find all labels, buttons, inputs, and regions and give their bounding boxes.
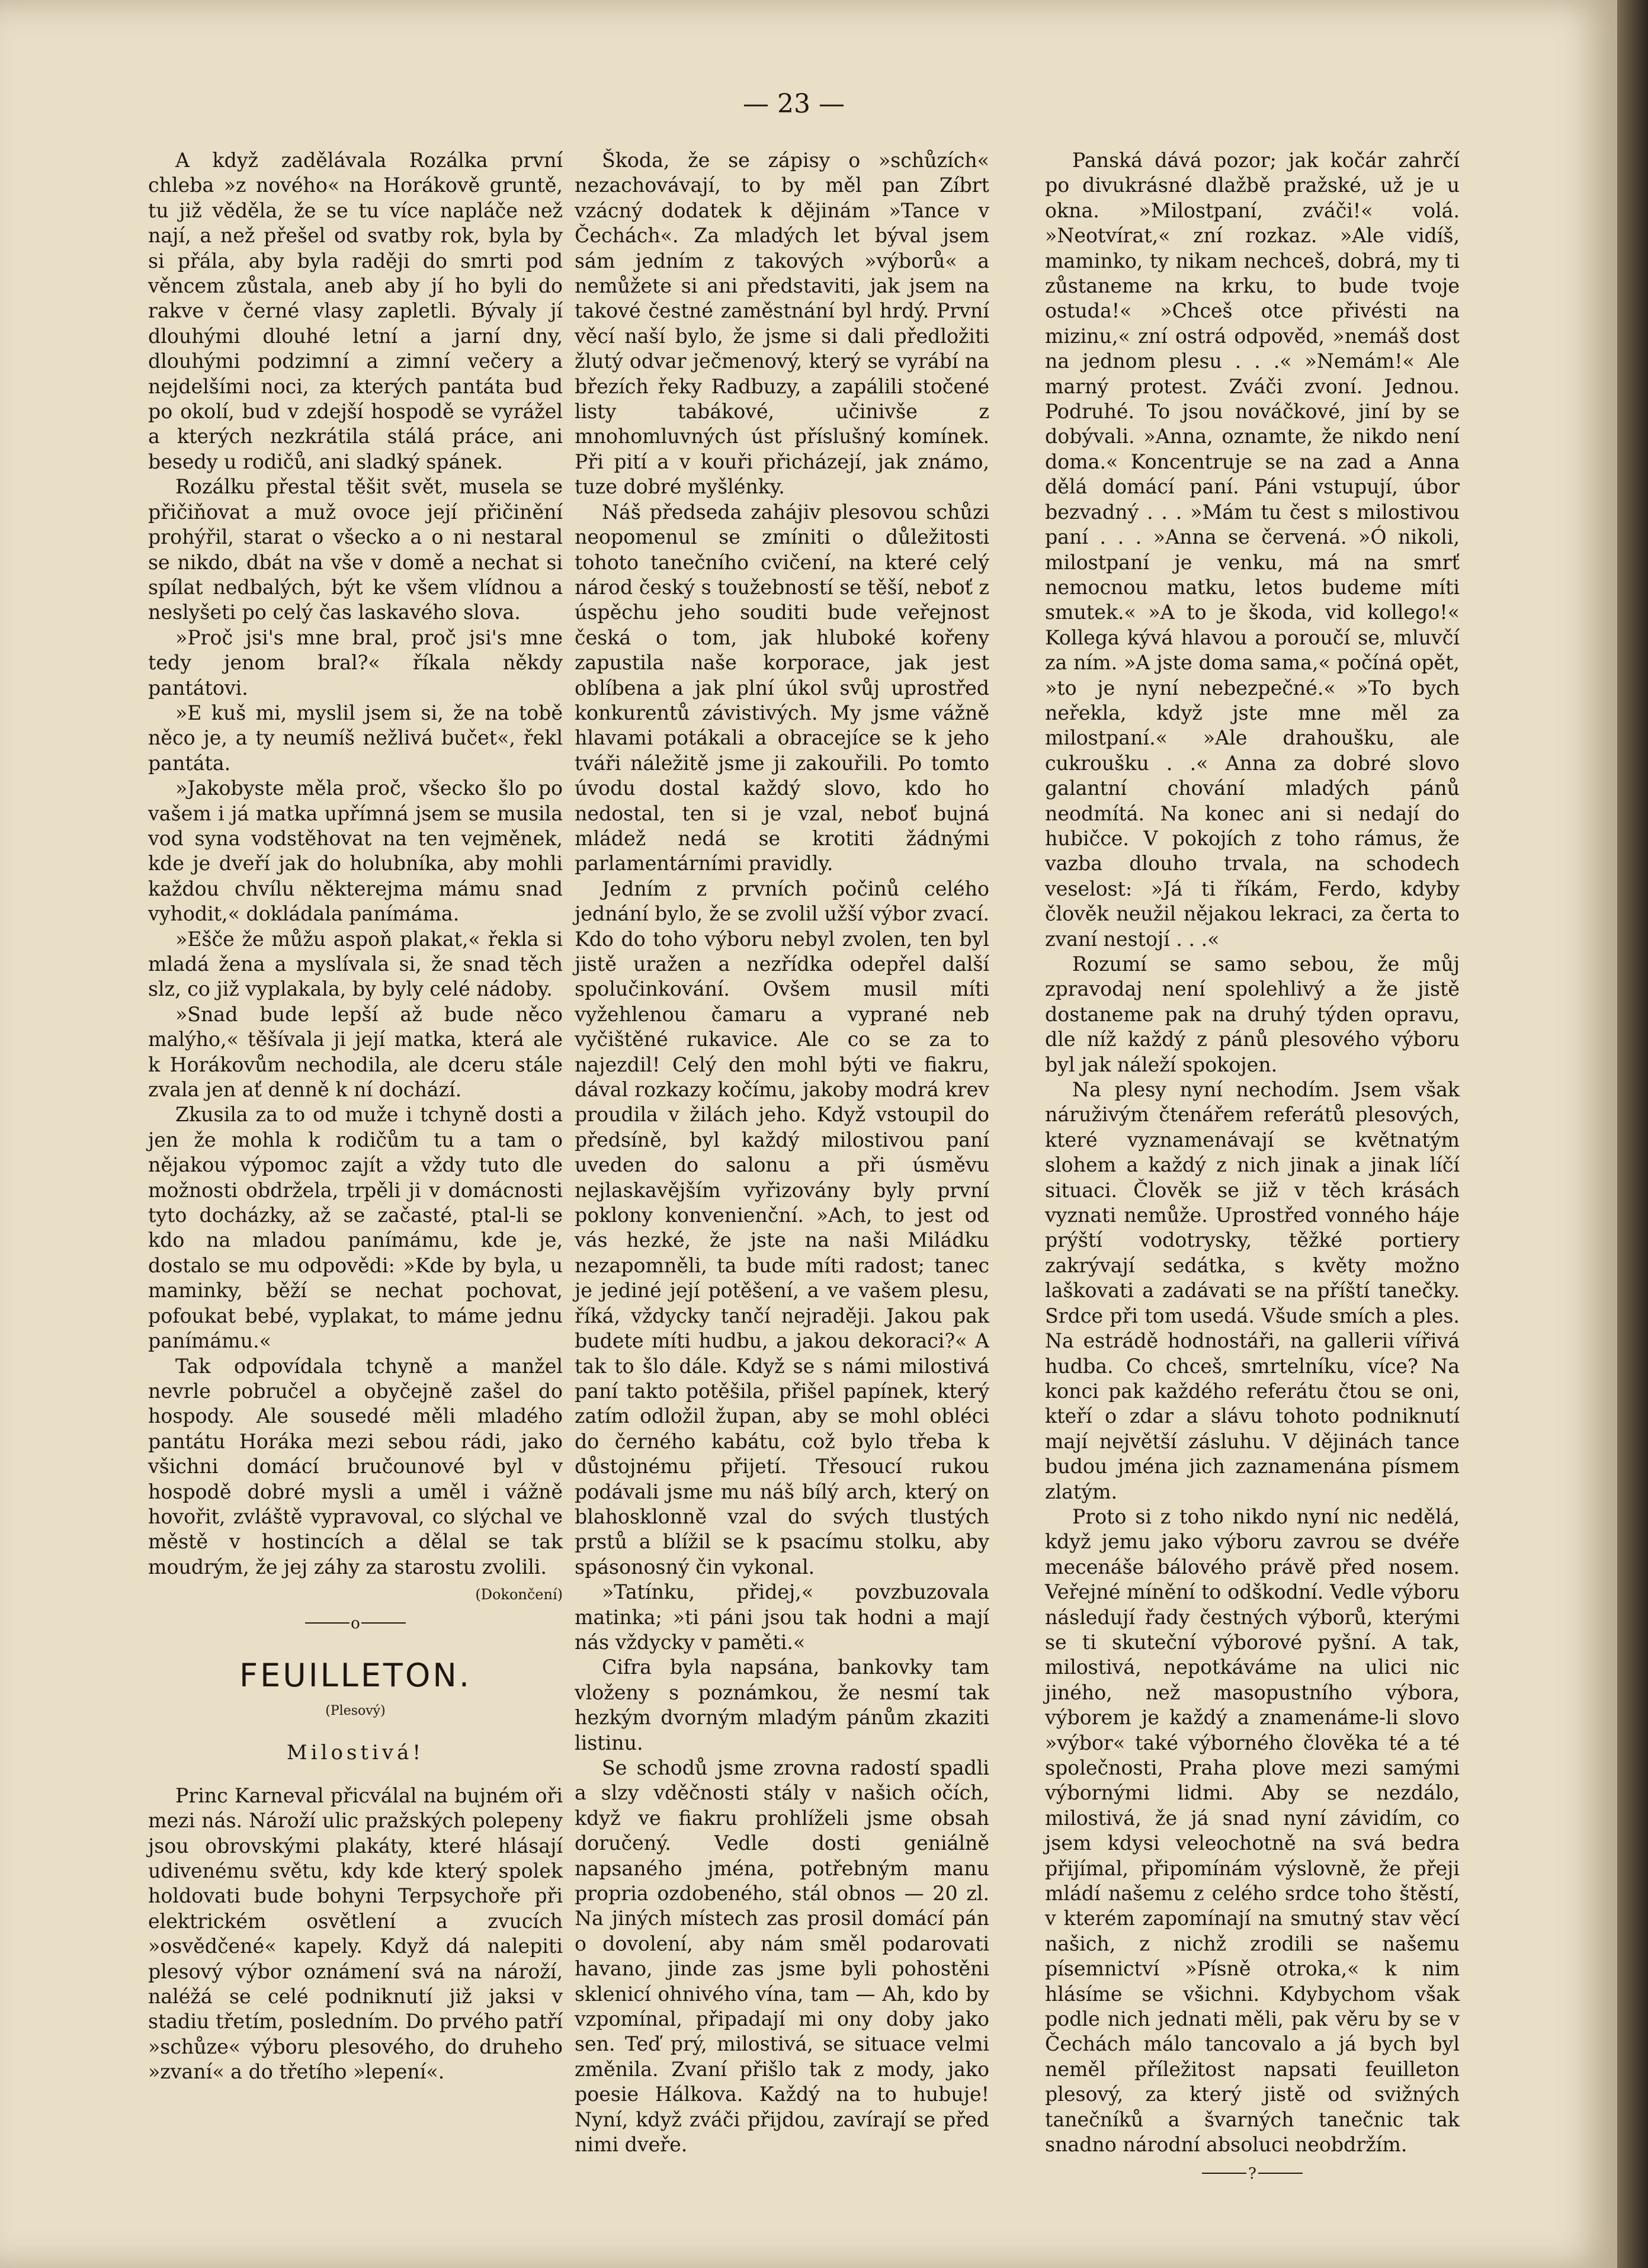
paragraph: Jedním z prvních počinů celého jednání bylo, že se zvolil užší výbor zvací. Kdo do toho výboru nebyl zvolen, ten byl jistě uražen a nezřídka odepřel další spolučinkování. Ovšem musil míti vyžehlenou čamaru a vyprané neb vyčištěné rukavice. Ale co se za to najezdil! Celý den mohl býti ve fiakru, dával rozkazy kočímu, jakoby modrá krev proudila v žilách jeho. Když vstoupil do předsíně, byl každý milostivou paní uveden do salonu a při úsměvu nejlaskavějším vyřizovány byly první poklony konvenienční. »Ach, to jest od vás hezké, že jste na naši Miládku nezapomněli, ta bude míti radost; tanec je jediné její potěšení, a ve vašem plesu, říká, vždycky tančí nejraději. Jakou pak budete míti hudbu, a jakou dekoraci?« A tak to šlo dále. Když se s námi milostivá paní takto potěšila, přišel papínek, který zatím odložil župan, aby se mohl obléci do černého kabátu, což bylo třeba k důstojnému přijetí. Třesoucí rukou podávali jsme mu náš bílý arch, který on blahosklonně vzal do svých tlustých prstů a blížil se k psacímu stolku, aby spásonosný čin vykonal. [575,877,989,1579]
feuilleton-heading: FEUILLETON. [239,1656,472,1694]
feuilleton-title: Milostivá! [286,1741,425,1765]
paragraph: Proto si z toho nikdo nyní nic nedělá, když jemu jako výboru zavrou se dvéře mecenáše bálového právě před nosem. Veřejné mínění to odškodní. Vedle výboru následují řady čestných výborů, kterými se ti skuteční výborové pyšní. A tak, milostivá, nepotkáváme na ulici nic jiného, než masopustního výbora, výborem je každý a znamenáme-li slovo »výbor« také výborného člověka té a té společnosti, Praha plove mezi samými výbornými lidmi. Aby se nezdálo, milostivá, že já snad nyní závidím, co jsem kdysi veleochotně na svá bedra přijímal, připomínám výslovně, že přeji mládí našemu z celého srdce toho štěstí, v kterém zapomínají na smutný stav věcí našich, z nichž zrodili se našemu písemnictví »Písně otroka,« k nim hlásíme se všichni. Kdybychom však podle nich jednati měli, pak věru by se v Čechách málo tancovalo a já bych byl neměl příležitost napsati feuilleton plesový, za který jistě od svižných tanečníků a švarných tanečnic tak snadno národní absoluci neobdržím. [1045,1504,1460,2157]
paragraph: Se schodů jsme zrovna radostí spadli a slzy vděčnosti stály v našich očích, když ve fiakru prohlíželi jsme obsah doručený. Vedle dosti geniálně napsaného jména, potřebným manu propria ozdobeného, stál obnos — 20 zl. Na jiných místech zas prosil domácí pán o dovolení, aby nám směl podarovati havano, jinde zas jsme byli pohostěni sklenicí ohnivého vína, tam — Ah, kdo by vzpomínal, připadají mi ony doby jako sen. Teď prý, milostivá, se situace velmi změnila. Zvaní přišlo tak z mody, jako poesie Hálkova. Každý na to hubuje! Nyní, když zváči přijdou, zavírají se před nimi dveře. [575,1756,989,2157]
paragraph: Tak odpovídala tchyně a manžel nevrle pobručel a obyčejně zašel do hospody. Ale sousedé měli mladého pantátu Horáka mezi sebou rádi, jako všichni domácí bručounové byl v hospodě dobré mysli a uměl i vážně hovořit, zvláště vypravoval, co slýchal ve městě v hostincích a dělal se tak moudrým, že jej záhy za starostu zvolili. [148,1354,563,1579]
paragraph: »Tatínku, přidej,« povzbuzovala matinka; »ti páni jsou tak hodni a mají nás vždycky v paměti.« [575,1580,989,1654]
paragraph: Rozálku přestal těšit svět, musela se přičiňovat a muž ovoce její přičinění prohýřil, starat o všecko a o ni nestaral se nikdo, dbát na vše v domě a nechat si spílat nedbalých, být ke všem vlídnou a neslyšeti po celý čas laskavého slova. [148,475,563,624]
column-3 [1045,148,1460,2183]
paragraph: »Jakobyste měla proč, všecko šlo po vašem i já matka upřímná jsem se musila vod syna vodstěhovat na ten vejměnek, kde je dveří jak do holubníka, aby mohli každou chvílu některejma mámu snad vyhodit,« dokládala panímáma. [148,777,563,926]
paragraph: Na plesy nyní nechodím. Jsem však náruživým čtenářem referátů plesových, které vyznamenávají se květnatým slohem a každý z nich jinak a jinak líčí situaci. Člověk se již v těch krásách vyznati nemůže. Uprostřed vonného háje prýští vodotrysky, těžké portiery zakrývají sedátka, s květy možno laškovati a zadávati se na příští tanečky. Srdce při tom usedá. Všude smích a ples. Na estrádě hodnostáři, na gallerii vířivá hudba. Co chceš, smrtelníku, více? Na konci pak každého referátu čtou se oni, kteří o zdar a slávu tohoto podniknutí mají největší zásluhu. V dějinách tance budou jména jich zaznamenána písmem zlatým. [1045,1078,1460,1503]
paragraph: Rozumí se samo sebou, že můj zpravodaj není spolehlivý a že jistě dostaneme pak na druhý týden opravu, dle níž každý z pánů plesového výboru byl jak náleží spokojen. [1045,952,1460,1076]
paragraph: »E kuš mi, myslil jsem si, že na tobě něco je, a ty neumíš nežlivá bučet«, řekl pantáta. [148,701,563,775]
paragraph: Princ Karneval přicválal na bujném oři mezi nás. Nároží ulic pražských polepeny jsou obrovskými plakáty, které hlásají udivenému světu, kdy kde který spolek holdovati bude bohyni Terpsychoře při elektrickém osvětlení a zvucích »osvědčené« kapely. Když dá nalepiti plesový výbor oznámení svá na nároží, naléžá se celé podniknutí již jaksi v stadiu třetím, posledním. Do prvého patří »schůze« výboru plesového, do druheho »zvaní« a do třetího »lepení«. [148,1783,563,2084]
paragraph: »Proč jsi's mne bral, proč jsi's mne tedy jenom bral?« říkala někdy pantátovi. [148,625,563,700]
paragraph: Panská dává pozor; jak kočár zahrčí po divukrásné dlažbě pražské, už je u okna. »Milostpaní, zváči!« volá. »Neotvírat,« zní rozkaz. »Ale vidíš, maminko, ty nikam nechceš, dobrá, my ti zůstaneme na krku, to bude tvoje ostuda!« »Chceš otce přivésti na mizinu,« zní ostrá odpověd, »nemáš dost na jednom plesu . . .« »Nemám!« Ale marný protest. Zváči zvoní. Jednou. Podruhé. To jsou nováčkové, jiní by se dobývali. »Anna, oznamte, že nikdo není doma.« Koncentruje se na zad a Anna dělá domácí paní. Páni vstupují, úbor bezvadný . . . »Mám tu čest s milostivou paní . . . »Anna se červená. »Ó nikoli, milostpaní je venku, má na smrť nemocnou matku, letos budeme míti smutek.« »A to je škoda, vid kollego!« Kollega kývá hlavou a poroučí se, mluvčí za ním. »A jste doma sama,« počíná opět, »to je nyní nebezpečné.« »To bych neřekla, když jste mne měl za milostpaní.« »Ale drahoušku, ale cukroušku . .« Anna za dobré slovo galantní chování mladých pánů neodmítá. Na konec ani si nedají do hubičce. V pokojích z toho rámus, že vazba dlouho trvala, na schodech veselost: »Já ti říkám, Ferdo, kdyby člověk neužil nějakou lekraci, za čerta to zvaní nestojí . . .« [1045,149,1460,951]
paragraph: Škoda, že se zápisy o »schůzích« nezachovávají, to by měl pan Zíbrt vzácný dodatek k dějinám »Tance v Čechách«. Za mladých let býval jsem sám jedním z takových »výborů« a nemůžete si ani představiti, jak jsem na takové čestné zaměstnání byl hrdý. První věcí naší bylo, že jsme si dali předložiti žlutý odvar ječmenový, který se vyrábí na březích řeky Radbuzy, a zapálili stočené listy tabákové, učinivše z mnohomluvných úst příslušný komínek. Při pití a v kouři přicházejí, jak známo, tuze dobré myšlénky. [575,149,989,499]
page-number: — 23 — [743,89,845,119]
paragraph: Zkusila za to od muže i tchyně dosti a jen že mohla k rodičům tu a tam o nějakou výpomoc zajít a vždy tuto dle možnosti obdržela, trpěli ji v domácnosti tyto docházky, až se začasté, ptal-li se kdo na mladou panímámu, kde je, dostalo se mu odpovědi: »Kde by byla, u maminky, běží se nechat pochovat, pofoukat bebé, vyplakat, to máme jednu panímámu.« [148,1103,563,1353]
column-1 [148,148,563,2085]
page-edge-shadow [1617,0,1648,2268]
continuation-note: (Dokončení) [475,1586,563,1603]
paragraph: A když zadělávala Rozálka první chleba »z nového« na Horákově gruntě, tu již věděla, že se tu více napláče než nají, a než přešel od svatby rok, byla by si přála, aby byla raději do smrti pod věncem zůstala, aneb aby jí ho byli do rakve v černé vlasy zapletli. Bývaly jí dlouhými dlouhé letní a jarní dny, dlouhými podzimní a zimní večery a nejdelšími noci, za kterých pantáta bud po okolí, bud v zdejší hospodě se vyrážel a kterých nezkrátila stálá práce, ani besedy u rodičů, ani sladký spánek. [148,149,563,473]
divider-ornament: o [350,1611,361,1636]
feuilleton-subheading: (Plesový) [325,1703,386,1718]
paragraph: »Ešče že můžu aspoň plakat,« řekla si mladá žena a myslívala si, že snad těch slz, co již vyplakala, by byly celé nádoby. [148,927,563,1001]
end-divider [1202,2164,1303,2183]
paragraph: Náš předseda zahájiv plesovou schůzi neopomenul se zmíniti o důležitosti tohoto tanečního cvičení, na které celý národ český s toužebností se těší, neboť z úspěchu jeho souditi bude veřejnost česká o tom, jak hluboké kořeny zapustila naše korporace, jak jest oblíbena a jak plní úkol svůj uprostřed konkurentů závistivých. My jsme vážně hlavami potákali a obracejíce se k jeho tváři náležitě jsme ji zakouřili. Po tomto úvodu dostal každý slovo, kdo ho nedostal, ten si je vzal, neboť bujná mládež nedá se krotiti žádnými parlamentárními pravidly. [575,500,989,875]
divider-ornament: ? [1246,2161,1258,2186]
paragraph: »Snad bude lepší až bude něco malýho,« těšívala ji její matka, která ale k Horákovům nechodila, ale dceru stále zvala jen ať denně k ní dochází. [148,1002,563,1102]
section-divider [305,1614,406,1632]
paragraph: Cifra byla napsána, bankovky tam vloženy s poznámkou, že nesmí tak hezkým dvorným mladým pánům zkaziti listinu. [575,1656,989,1754]
column-2 [575,148,989,2158]
